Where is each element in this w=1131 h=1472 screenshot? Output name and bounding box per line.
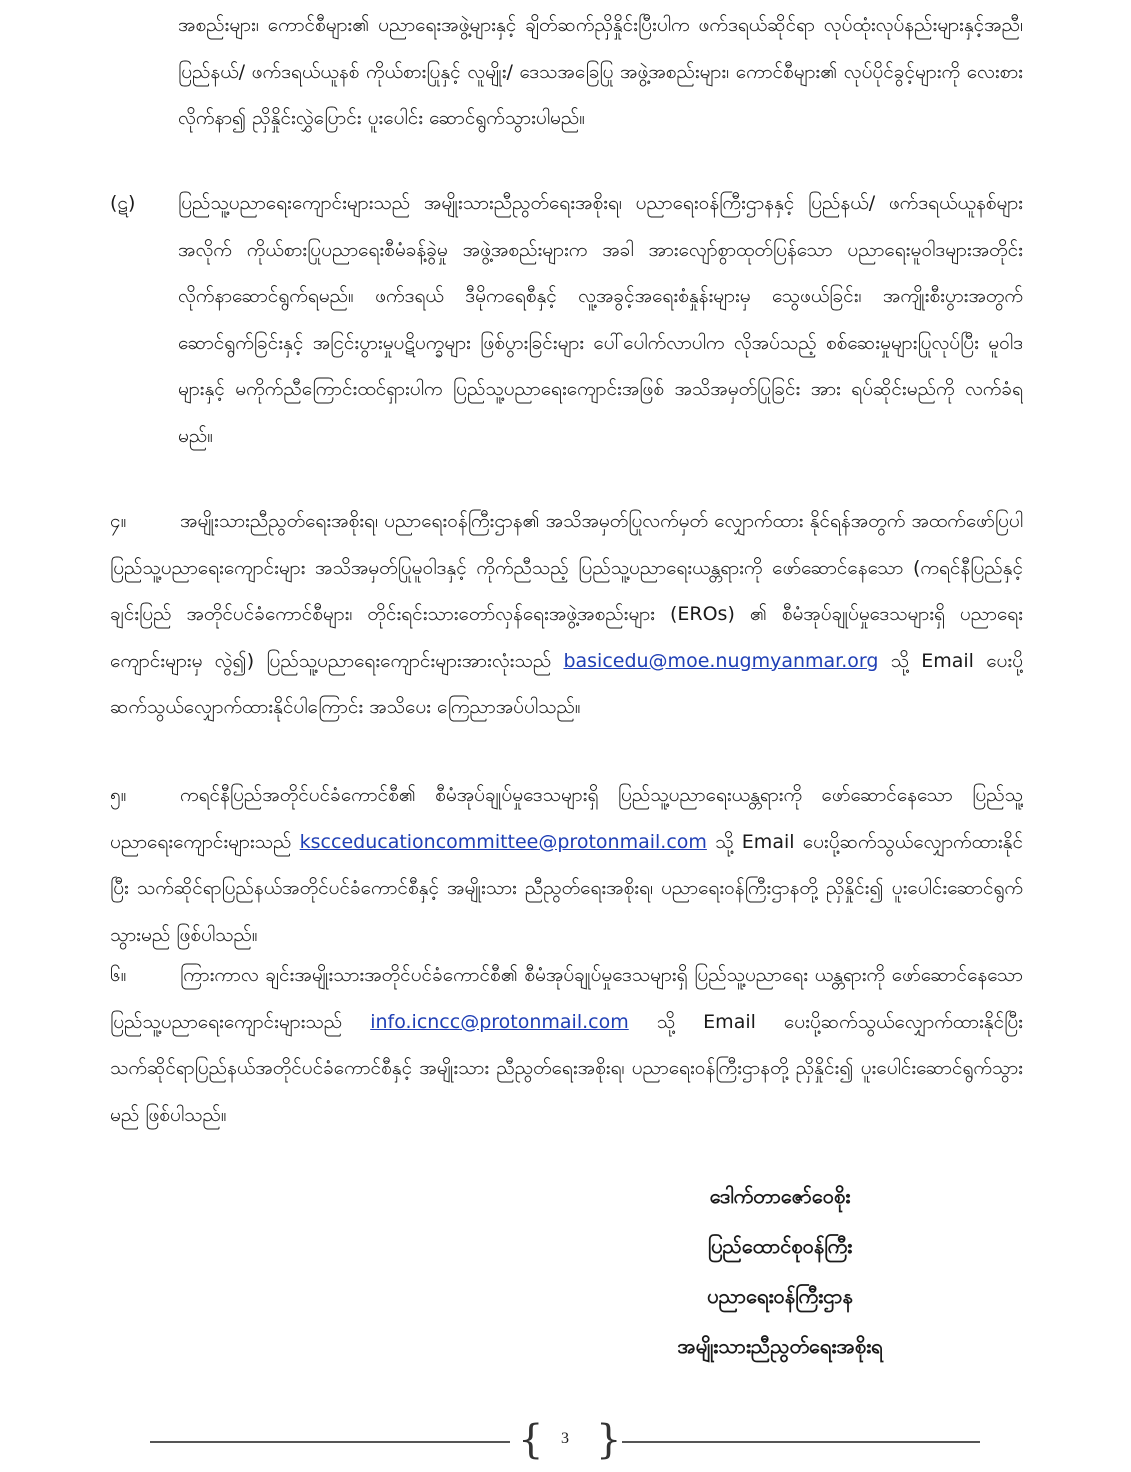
paragraph-5-text: ကရင်နီပြည်အတိုင်ပင်ခံကောင်စီ၏ စီမံအုပ်ချုပ်မှုဒေသများရှိ ပြည်သူ့ပညာရေးယန္တရားကို ဖော်ဆောင်နေသော ပြည်သူ့ပညာရေးကျောင်းများသည် (110, 784, 1023, 853)
clause-text: ပြည်သူ့ပညာရေးကျောင်းများသည် အမျိုးသားညီညွတ်ရေးအစိုးရ၊ ပညာရေးဝန်ကြီးဌာနနှင့် ပြည်နယ်/ ဖက်ဒရယ်ယူနစ်များအလိုက် ကိုယ်စားပြုပညာရေးစီမံခန့်ခွဲမှု အဖွဲ့အစည်းများက အခါ အားလျော်စွာထုတ်ပြန်သော ပညာရေးမူဝါဒများအတိုင်း လိုက်နာဆောင်ရွက်ရမည်။ ဖက်ဒရယ် ဒီမိုကရေစီနှင့် လူ့အခွင့်အရေးစံနှုန်းများမှ သွေဖယ်ခြင်း၊ အကျိုးစီးပွားအတွက် ဆောင်ရွက်ခြင်းနှင့် အငြင်းပွားမှုပဋိပက္ခများ ဖြစ်ပွားခြင်းများ ပေါ်ပေါက်လာပါက လိုအပ်သည့် စစ်ဆေးမှုများပြုလုပ်ပြီး မူဝါဒများနှင့် မကိုက်ညီကြောင်းထင်ရှားပါက ပြည်သူ့ပညာရေးကျောင်းအဖြစ် အသိအမှတ်ပြုခြင်း အား ရပ်ဆိုင်းမည်ကို လက်ခံရမည်။ (178, 192, 1023, 447)
paragraph-6-text-end: သို့ Email ပေးပို့ဆက်သွယ်လျှောက်ထားနိုင်ပြီး သက်ဆိုင်ရာပြည်နယ်အတိုင်ပင်ခံကောင်စီနှင့် အမျိုးသား ညီညွတ်ရေးအစိုးရ၊ ပညာရေးဝန်ကြီးဌာနတို့ ညှိနှိုင်း၍ ပူးပေါင်းဆောင်ရွက်သွားမည် ဖြစ်ပါသည်။ (110, 1010, 1023, 1126)
paragraph-4-text: အမျိုးသားညီညွတ်ရေးအစိုးရ၊ ပညာရေးဝန်ကြီးဌာန၏ အသိအမှတ်ပြုလက်မှတ် လျှောက်ထား နိုင်ရန်အတွက် အထက်ဖော်ပြပါ ပြည်သူ့ပညာရေးကျောင်းများ အသိအမှတ်ပြုမူဝါဒနှင့် ကိုက်ညီသည့် ပြည်သူ့ပညာရေးယန္တရားကို ဖော်ဆောင်နေသော (ကရင်နီပြည်နှင့် ချင်းပြည် အတိုင်ပင်ခံကောင်စီများ၊ တိုင်းရင်းသားတော်လှန်ရေးအဖွဲ့အစည်းများ (EROs) ၏ စီမံအုပ်ချုပ်မှုဒေသများရှိ ပညာရေးကျောင်းများမှ လွဲ၍) ပြည်သူ့ပညာရေးကျောင်းများအားလုံးသည် (110, 510, 1023, 672)
paragraph-4-number: ၄။ (110, 510, 127, 532)
page-footer (150, 1417, 980, 1464)
paragraph-4-text-end: သို့ Email ပေးပို့ ဆက်သွယ်လျှောက်ထားနိုင်ပါကြောင်း အသိပေး ကြေညာအပ်ပါသည်။ (110, 649, 1023, 718)
clause-sub-paragraph (110, 180, 1023, 506)
paragraph-6 (110, 952, 1023, 1138)
paragraph-5-number: ၅။ (110, 784, 127, 806)
paragraph-4 (110, 498, 1023, 778)
kscc-email-link[interactable]: kscceducationcommittee@protonmail.com (299, 830, 707, 853)
signatory-name: ဒေါက်တာဇော်ဝေစိုး (709, 1184, 851, 1208)
paragraph-5 (110, 772, 1023, 958)
basicedu-email-link[interactable]: basicedu@moe.nugmyanmar.org (563, 649, 879, 672)
right-brace-icon: } (596, 1417, 622, 1463)
paragraph-5-text-end: သို့ Email ပေးပို့ဆက်သွယ်လျှောက်ထားနိုင်ပြီး သက်ဆိုင်ရာပြည်နယ်အတိုင်ပင်ခံကောင်စီနှင့် အမျိုးသား ညီညွတ်ရေးအစိုးရ၊ ပညာရေးဝန်ကြီးဌာနတို့ ညှိနှိုင်း၍ ပူးပေါင်းဆောင်ရွက်သွားမည် ဖြစ်ပါသည်။ (110, 830, 1023, 946)
paragraph-6-number: ၆။ (110, 964, 127, 986)
footer-rule-left (150, 1441, 510, 1443)
signatory-government: အမျိုးသားညီညွတ်ရေးအစိုးရ (677, 1334, 883, 1358)
paragraph-6-text: ကြားကာလ ချင်းအမျိုးသားအတိုင်ပင်ခံကောင်စီ၏ စီမံအုပ်ချုပ်မှုဒေသများရှိ ပြည်သူ့ပညာရေး ယန္တရားကို ဖော်ဆောင်နေသော ပြည်သူ့ပညာရေးကျောင်းများသည် (110, 964, 1023, 1033)
signatory-ministry: ပညာရေးဝန်ကြီးဌာန (707, 1284, 853, 1308)
intro-paragraph-text: အစည်းများ၊ ကောင်စီများ၏ ပညာရေးအဖွဲ့များနှင့် ချိတ်ဆက်ညှိနှိုင်းပြီးပါက ဖက်ဒရယ်ဆိုင်ရာ လုပ်ထုံးလုပ်နည်းများနှင့်အညီ၊ ပြည်နယ်/ ဖက်ဒရယ်ယူနစ် ကိုယ်စားပြုနှင့် လူမျိုး/ ဒေသအခြေပြု အဖွဲ့အစည်းများ၊ ကောင်စီများ၏ လုပ်ပိုင်ခွင့်များကို လေးစားလိုက်နာ၍ ညှိနှိုင်းလွှဲပြောင်း ပူးပေါင်း ဆောင်ရွက်သွားပါမည်။ (178, 14, 1023, 129)
page-number: 3 (561, 1430, 569, 1447)
footer-rule-right (622, 1441, 980, 1443)
intro-paragraph (178, 2, 1023, 188)
left-brace-icon: { (518, 1417, 544, 1463)
icncc-email-link[interactable]: info.icncc@protonmail.com (370, 1010, 629, 1033)
clause-label: (ဋ) (110, 192, 136, 214)
signatory-title: ပြည်ထောင်စုဝန်ကြီး (707, 1234, 853, 1258)
